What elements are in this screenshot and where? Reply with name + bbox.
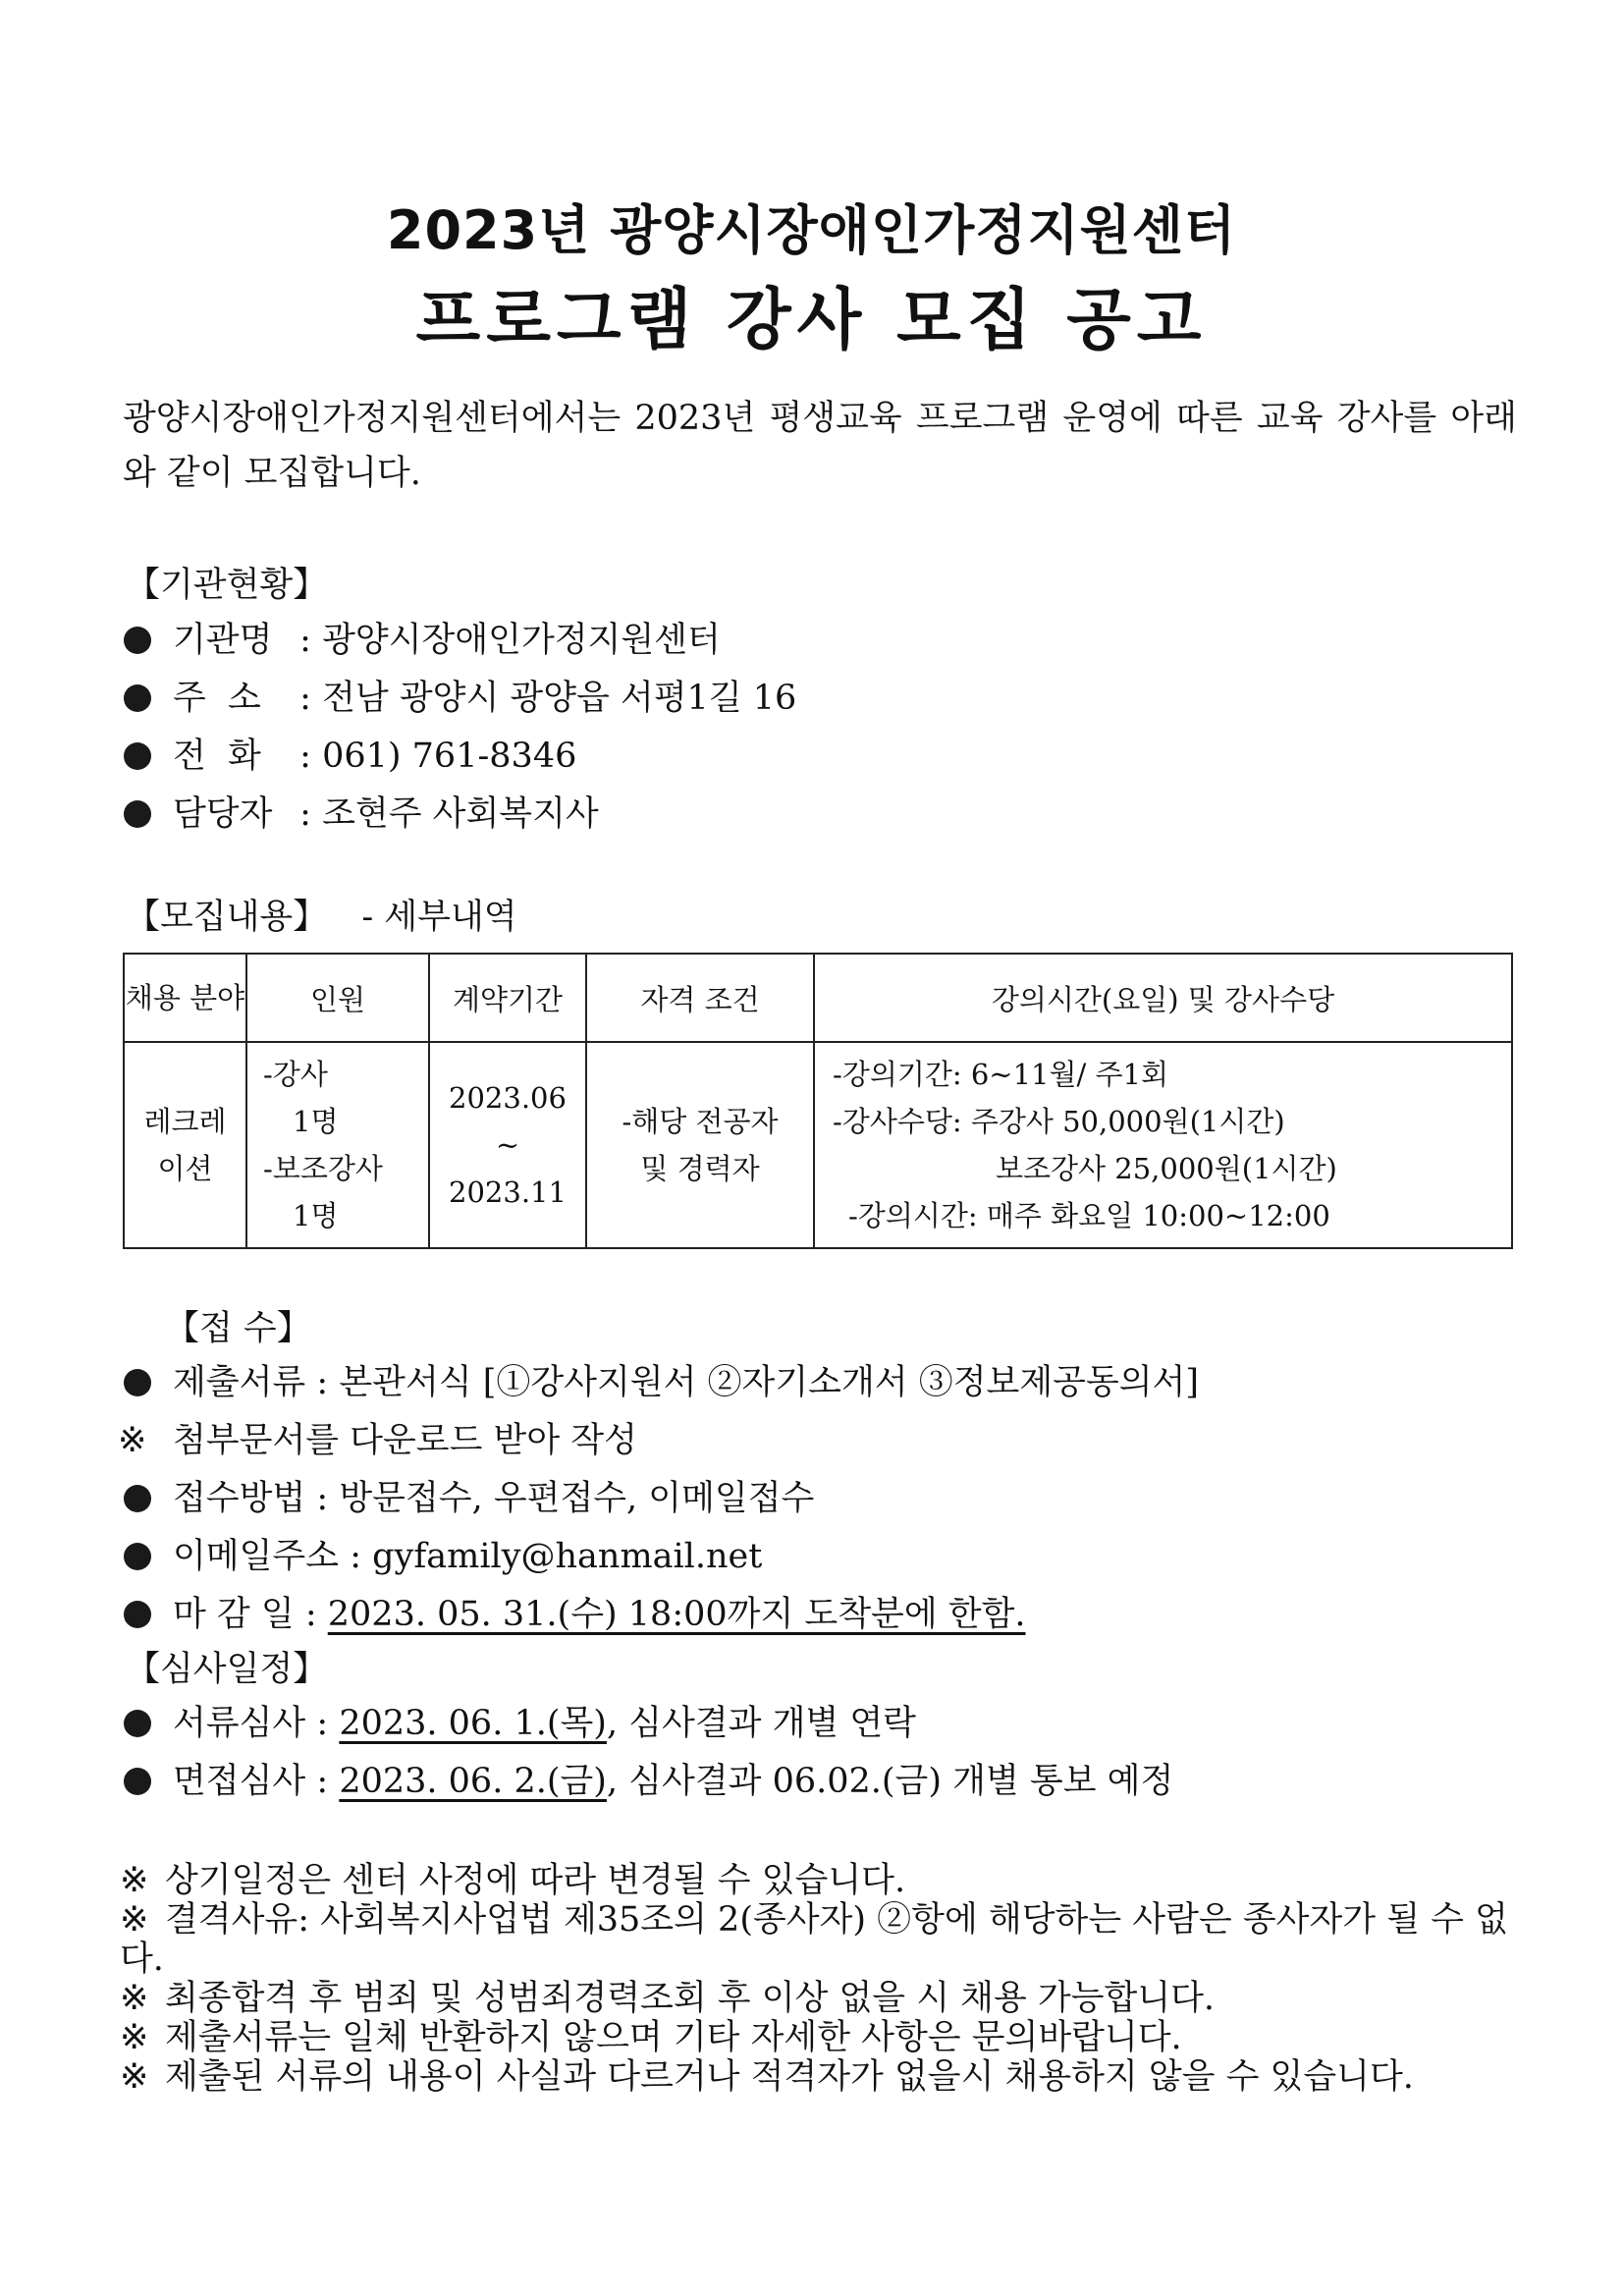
reference-mark: ※ — [118, 1421, 147, 1460]
col-schedule: 강의시간(요일) 및 강사수당 — [814, 954, 1512, 1042]
reference-mark: ※ — [120, 1979, 149, 2018]
reference-mark: ※ — [120, 1861, 149, 1900]
deadline-value: 2023. 05. 31.(수) 18:00까지 도착분에 한함. — [327, 1595, 1026, 1634]
bullet-icon — [124, 627, 151, 654]
bullet-icon — [124, 1601, 151, 1628]
cell-period — [429, 1042, 586, 1248]
note-text: 상기일정은 센터 사정에 따라 변경될 수 있습니다. — [165, 1861, 906, 1900]
qualification-line: -해당 전공자 — [622, 1105, 779, 1138]
item-value: 방문접수, 우편접수, 이메일접수 — [339, 1479, 815, 1518]
cell-staff — [246, 1042, 429, 1248]
qualification-line: 및 경력자 — [640, 1152, 760, 1185]
item-label: 서류심사 — [173, 1704, 306, 1743]
item-label: 면접심사 — [173, 1762, 306, 1801]
field-line: 이션 — [157, 1152, 213, 1185]
period-start: 2023.06 — [449, 1081, 567, 1115]
note-text: 최종합격 후 범죄 및 성범죄경력조회 후 이상 없을 시 채용 가능합니다. — [165, 1979, 1216, 2018]
review-date: 2023. 06. 2.(금) — [339, 1762, 607, 1801]
recruit-table — [123, 953, 1513, 1249]
item-label: 마 감 일 — [173, 1595, 295, 1634]
page-subtitle: 프로그램 강사 모집 공고 — [415, 282, 1208, 359]
page-title: 2023년 광양시장애인가정지원센터 — [386, 199, 1237, 261]
institution-list — [118, 621, 796, 852]
item-label: 이메일주소 — [173, 1537, 340, 1576]
table-header-row — [124, 954, 1512, 1042]
note-item — [120, 1861, 1519, 1900]
schedule-line: -강의기간: 6~11월/ 주1회 — [833, 1058, 1168, 1091]
note-text: 결격사유: 사회복지사업법 제35조의 2(종사자) ②항에 해당하는 사람은 종사자가 될 수 없다. — [120, 1900, 1508, 1979]
email-address: gyfamily@hanmail.net — [372, 1537, 763, 1576]
colon: : — [316, 1762, 329, 1801]
notes-list — [120, 1861, 1519, 2097]
col-field: 채용 분야 — [124, 954, 246, 1042]
reception-item-method — [118, 1479, 1199, 1537]
institution-item — [118, 679, 796, 737]
colon: : — [316, 1704, 329, 1743]
reception-list — [118, 1363, 1199, 1653]
staff-line: -보조강사 — [263, 1152, 383, 1185]
schedule-line: 보조강사 25,000원(1시간) — [996, 1152, 1337, 1185]
staff-line: -강사 — [263, 1058, 328, 1091]
reception-item-documents — [118, 1363, 1199, 1421]
colon: : — [299, 794, 311, 834]
bullet-icon — [124, 1369, 151, 1396]
reception-item-email — [118, 1537, 1199, 1595]
item-value: 조현주 사회복지사 — [322, 794, 599, 834]
colon: : — [316, 1363, 329, 1402]
item-value: 061) 761-8346 — [322, 737, 577, 776]
reception-heading: 【접 수】 — [165, 1309, 311, 1348]
item-label: 담당자 — [173, 794, 273, 834]
reception-item-note — [118, 1421, 1199, 1479]
note-item — [120, 2057, 1519, 2097]
item-label: 주 소 — [173, 679, 261, 718]
period-separator: ~ — [495, 1128, 520, 1162]
colon: : — [350, 1537, 361, 1576]
period-end: 2023.11 — [449, 1175, 567, 1209]
item-value: , 심사결과 개별 연락 — [606, 1704, 916, 1743]
schedule-line: -강의시간: 매주 화요일 10:00~12:00 — [848, 1199, 1330, 1232]
colon: : — [304, 1595, 317, 1634]
item-value: 전남 광양시 광양읍 서평1길 16 — [322, 679, 797, 718]
schedule-line: -강사수당: 주강사 50,000원(1시간) — [833, 1105, 1285, 1138]
institution-heading: 【기관현황】 — [126, 566, 328, 605]
colon: : — [316, 1479, 329, 1518]
table-row — [124, 1042, 1512, 1248]
cell-qualification — [586, 1042, 814, 1248]
colon: : — [299, 737, 311, 776]
bullet-icon — [124, 800, 151, 828]
cell-schedule — [814, 1042, 1512, 1248]
institution-item — [118, 737, 796, 794]
reference-mark: ※ — [120, 2057, 149, 2097]
colon: : — [299, 621, 311, 660]
recruit-heading — [126, 898, 517, 937]
field-line: 레크레 — [143, 1105, 227, 1138]
staff-line: 1명 — [293, 1199, 339, 1232]
item-label: 제출서류 — [173, 1363, 306, 1402]
note-item — [120, 2018, 1519, 2057]
bullet-icon — [124, 742, 151, 770]
item-value: , 심사결과 06.02.(금) 개별 통보 예정 — [606, 1762, 1174, 1801]
review-list — [118, 1704, 1173, 1820]
item-label: 기관명 — [173, 621, 273, 660]
item-value: 본관서식 [①강사지원서 ②자기소개서 ③정보제공동의서] — [339, 1363, 1200, 1402]
note-text: 제출된 서류의 내용이 사실과 다르거나 적격자가 없을시 채용하지 않을 수 있습니다. — [165, 2057, 1414, 2097]
bullet-icon — [124, 1543, 151, 1570]
review-date: 2023. 06. 1.(목) — [339, 1704, 607, 1743]
col-qualification: 자격 조건 — [586, 954, 814, 1042]
recruit-heading-label: 【모집내용】 — [126, 898, 328, 937]
institution-item — [118, 621, 796, 679]
institution-item — [118, 794, 796, 852]
review-heading: 【심사일정】 — [126, 1650, 328, 1689]
note-item — [120, 1900, 1519, 1979]
note-text: 제출서류는 일체 반환하지 않으며 기타 자세한 사항은 문의바랍니다. — [165, 2018, 1182, 2057]
bullet-icon — [124, 1710, 151, 1737]
item-label: 접수방법 — [173, 1479, 306, 1518]
bullet-icon — [124, 1485, 151, 1512]
intro-paragraph: 광양시장애인가정지원센터에서는 2023년 평생교육 프로그램 운영에 따른 교육 강사를 아래와 같이 모집합니다. — [123, 399, 1517, 493]
reference-mark: ※ — [120, 2018, 149, 2057]
reference-mark: ※ — [120, 1900, 149, 1940]
review-item — [118, 1762, 1173, 1820]
bullet-icon — [124, 684, 151, 712]
bullet-icon — [124, 1768, 151, 1795]
colon: : — [299, 679, 311, 718]
item-label: 전 화 — [173, 737, 261, 776]
reception-item-deadline — [118, 1595, 1199, 1653]
review-item — [118, 1704, 1173, 1762]
col-period: 계약기간 — [429, 954, 586, 1042]
cell-field — [124, 1042, 246, 1248]
col-staff: 인원 — [246, 954, 429, 1042]
staff-line: 1명 — [293, 1105, 339, 1138]
recruit-subheading: - 세부내역 — [361, 898, 517, 937]
note-item — [120, 1979, 1519, 2018]
item-value: 첨부문서를 다운로드 받아 작성 — [173, 1421, 637, 1460]
item-value: 광양시장애인가정지원센터 — [322, 621, 721, 660]
